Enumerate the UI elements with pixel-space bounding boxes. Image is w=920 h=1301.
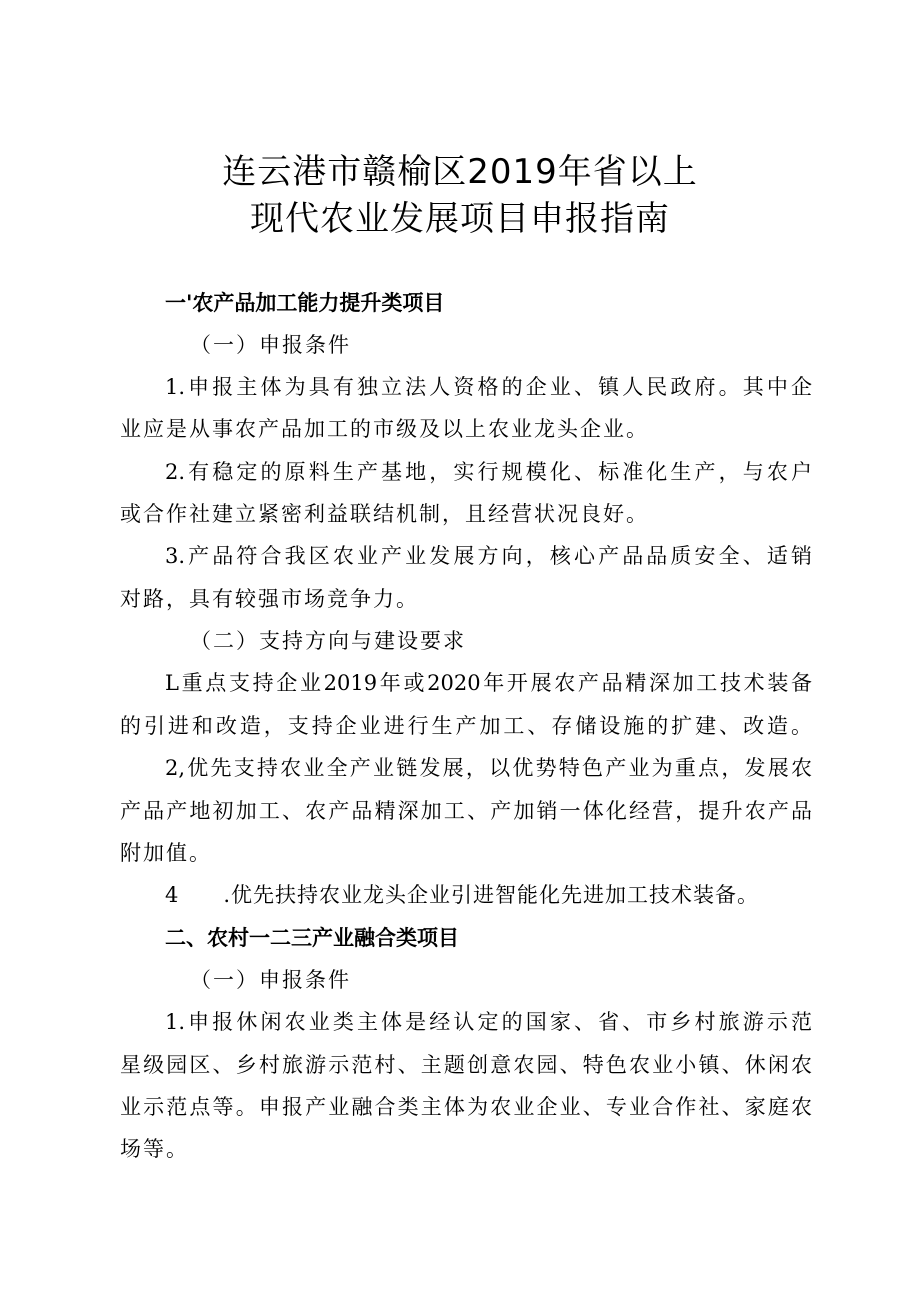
document-title-line-1: 连云港市赣榆区2019年省以上 [222, 152, 698, 192]
section-2-heading: 二、农村一二三产业融合类项目 [165, 926, 459, 950]
section-1-item-3-line-1: 3.产品符合我区农业产业发展方向，核心产品品质安全、适销 [165, 544, 812, 568]
section-2-item-1-line-2: 星级园区、乡村旅游示范村、主题创意农园、特色农业小镇、休闲农 [120, 1053, 812, 1077]
section-2-item-1-line-3: 业示范点等。申报产业融合类主体为农业企业、专业合作社、家庭农 [120, 1095, 812, 1119]
section-1-req-2-line-2: 产品产地初加工、农产品精深加工、产加销一体化经营，提升农产品 [120, 799, 812, 823]
section-1-item-2-line-1: 2.有稳定的原料生产基地，实行规模化、标准化生产，与农户 [165, 460, 812, 484]
section-1-sub-1-heading: （一）申报条件 [190, 333, 351, 357]
section-1-req-1-line-1: L重点支持企业2019年或2020年开展农产品精深加工技术装备 [165, 671, 812, 695]
section-1-heading: 一'农产品加工能力提升类项目 [165, 291, 445, 315]
section-1-item-3-line-2: 对路，具有较强市场竞争力。 [120, 587, 419, 611]
section-1-item-1-line-2: 业应是从事农产品加工的市级及以上农业龙头企业。 [120, 417, 649, 441]
section-1-req-2-line-1: 2,优先支持农业全产业链发展，以优势特色产业为重点，发展农 [165, 756, 812, 780]
section-2-item-1-line-1: 1.申报休闲农业类主体是经认定的国家、省、市乡村旅游示范 [165, 1010, 812, 1034]
section-1-req-2-line-3: 附加值。 [120, 841, 212, 865]
section-2-item-1-line-4: 场等。 [120, 1137, 189, 1161]
document-title-line-2: 现代农业发展项目申报指南 [250, 199, 670, 239]
section-1-req-1-line-2: 的引进和改造，支持企业进行生产加工、存储设施的扩建、改造。 [120, 714, 812, 738]
section-1-req-3-line-1: 4 .优先扶持农业龙头企业引进智能化先进加工技术装备。 [165, 883, 760, 907]
section-1-item-2-line-2: 或合作社建立紧密利益联结机制，且经营状况良好。 [120, 502, 649, 526]
section-2-sub-1-heading: （一）申报条件 [190, 968, 351, 992]
section-1-sub-2-heading: （二）支持方向与建设要求 [190, 629, 466, 653]
section-1-item-1-line-1: 1.申报主体为具有独立法人资格的企业、镇人民政府。其中企 [165, 375, 812, 399]
